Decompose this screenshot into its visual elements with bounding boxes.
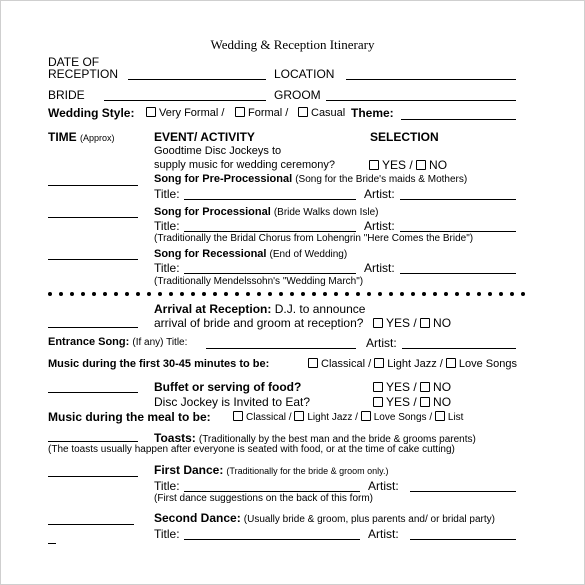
- time-column-header: [48, 130, 115, 144]
- entrance-artist-field[interactable]: [402, 348, 516, 349]
- second-title-field[interactable]: [184, 539, 360, 540]
- rec-title-field[interactable]: [184, 273, 356, 274]
- second-dance-label: Second Dance:: [154, 511, 241, 525]
- second-artist-label: Artist:: [368, 527, 399, 541]
- arrival-rest: D.J. to announce: [274, 302, 366, 316]
- recessional-time-field[interactable]: [48, 259, 138, 260]
- light-jazz-text: Light Jazz /: [387, 358, 443, 370]
- selection-column-header: SELECTION: [370, 130, 439, 144]
- yes-text: YES /: [386, 380, 417, 394]
- pre-artist-field[interactable]: [400, 199, 516, 200]
- music-first-options[interactable]: [308, 358, 517, 370]
- pre-title-label: Title:: [154, 187, 180, 201]
- bride-label: BRIDE: [48, 88, 85, 102]
- formal-option[interactable]: [235, 107, 288, 119]
- entrance-title-field[interactable]: [206, 348, 356, 349]
- love-songs-text: Love Songs /: [373, 412, 433, 423]
- casual-text: Casual: [311, 107, 346, 119]
- second-dance-note: (Usually bride & groom, plus parents and/ or bridal party): [243, 514, 495, 525]
- pre-artist-label: Artist:: [364, 187, 395, 201]
- entrance-row: [48, 336, 187, 348]
- second-artist-field[interactable]: [410, 539, 516, 540]
- love-songs-text: Love Songs: [458, 358, 517, 370]
- pre-processional-note: (Song for the Bride's maids & Mothers): [295, 174, 468, 185]
- processional-note: (Bride Walks down Isle): [273, 207, 379, 218]
- bride-field[interactable]: [104, 100, 266, 101]
- love-songs-checkbox[interactable]: [361, 411, 371, 421]
- pre-processional-label: Song for Pre-Processional: [154, 173, 293, 185]
- second-title-label: Title:: [154, 527, 180, 541]
- first-dance-label: First Dance:: [154, 463, 224, 477]
- very-formal-option[interactable]: [146, 107, 224, 119]
- toasts-detail: (The toasts usually happen after everyone is seated with food, or at the time of cake cutting): [48, 444, 455, 455]
- light-jazz-text: Light Jazz /: [307, 412, 358, 423]
- buffet-yes-no[interactable]: [373, 380, 451, 394]
- date-of-label: DATE OF: [48, 55, 100, 69]
- classical-checkbox[interactable]: [233, 411, 243, 421]
- music-first-label: Music during the first 30-45 minutes to be:: [48, 358, 270, 370]
- yes-text: YES /: [386, 316, 417, 330]
- dj-eat-yes-no[interactable]: [373, 395, 451, 409]
- dj-eat-label: Disc Jockey is Invited to Eat?: [154, 395, 311, 409]
- first-dance-note: (Traditionally for the bride & groom only.): [226, 466, 389, 476]
- arrival-label: Arrival at Reception:: [154, 302, 272, 316]
- no-text: NO: [433, 380, 452, 394]
- processional-label: Song for Processional: [154, 206, 271, 218]
- recessional-note: (End of Wedding): [269, 249, 348, 260]
- casual-option[interactable]: [298, 107, 345, 119]
- recessional-row: [154, 248, 347, 260]
- yes-checkbox[interactable]: [369, 160, 379, 170]
- entrance-label: Entrance Song:: [48, 336, 130, 348]
- no-text: NO: [433, 395, 452, 409]
- yes-checkbox[interactable]: [373, 318, 383, 328]
- processional-row: [154, 206, 378, 218]
- processional-time-field[interactable]: [48, 217, 138, 218]
- buffet-label: Buffet or serving of food?: [154, 380, 302, 394]
- wedding-style-label: Wedding Style:: [48, 106, 135, 120]
- proc-artist-label: Artist:: [364, 219, 395, 233]
- recessional-tradition: (Traditionally Mendelssohn's "Wedding March"): [154, 276, 364, 287]
- date-field[interactable]: [128, 79, 266, 80]
- very-formal-checkbox[interactable]: [146, 107, 156, 117]
- proc-artist-field[interactable]: [400, 231, 516, 232]
- yes-checkbox[interactable]: [373, 382, 383, 392]
- no-text: NO: [429, 158, 448, 172]
- rec-title-label: Title:: [154, 261, 180, 275]
- first-artist-label: Artist:: [368, 479, 399, 493]
- recessional-label: Song for Recessional: [154, 248, 267, 260]
- dj-question-line2: supply music for wedding ceremony?: [154, 159, 335, 171]
- entrance-note: (If any) Title:: [132, 337, 188, 348]
- love-songs-checkbox[interactable]: [446, 358, 456, 368]
- first-title-field[interactable]: [184, 491, 360, 492]
- location-field[interactable]: [346, 79, 516, 80]
- location-label: LOCATION: [274, 67, 335, 81]
- proc-title-field[interactable]: [184, 231, 356, 232]
- very-formal-text: Very Formal /: [159, 107, 225, 119]
- yes-text: YES /: [382, 158, 413, 172]
- proc-title-label: Title:: [154, 219, 180, 233]
- toasts-label: Toasts:: [154, 431, 196, 445]
- second-dance-row: [154, 511, 495, 525]
- form-title: Wedding & Reception Itinerary: [210, 37, 375, 52]
- groom-field[interactable]: [326, 100, 516, 101]
- toasts-row: [154, 431, 476, 445]
- ceremony-yes-no[interactable]: [369, 158, 447, 172]
- second-dance-extra-line: [48, 543, 56, 544]
- time-note: (Approx): [80, 133, 115, 143]
- entrance-artist-label: Artist:: [366, 336, 397, 350]
- arrival-line2: arrival of bride and groom at reception?: [154, 316, 364, 330]
- first-dance-suggestions: (First dance suggestions on the back of this form): [154, 493, 373, 504]
- yes-checkbox[interactable]: [373, 397, 383, 407]
- toasts-note: (Traditionally by the best man and the bride & grooms parents): [198, 434, 476, 445]
- rec-artist-field[interactable]: [400, 273, 516, 274]
- pre-title-field[interactable]: [184, 199, 356, 200]
- light-jazz-checkbox[interactable]: [374, 358, 384, 368]
- processional-tradition: (Traditionally the Bridal Chorus from Lohengrin "Here Comes the Bride"): [154, 233, 474, 244]
- classical-checkbox[interactable]: [308, 358, 318, 368]
- list-text: List: [447, 412, 464, 423]
- dj-question-line1: Goodtime Disc Jockeys to: [154, 145, 282, 157]
- yes-text: YES /: [386, 395, 417, 409]
- arrival-time-field[interactable]: [48, 327, 138, 328]
- formal-checkbox[interactable]: [235, 107, 245, 117]
- section-divider: [48, 290, 534, 296]
- list-checkbox[interactable]: [435, 411, 445, 421]
- music-meal-options[interactable]: [233, 411, 463, 423]
- casual-checkbox[interactable]: [298, 107, 308, 117]
- first-title-label: Title:: [154, 479, 180, 493]
- pre-processional-row: [154, 173, 467, 185]
- formal-text: Formal /: [248, 107, 289, 119]
- buffet-time-field[interactable]: [48, 392, 138, 393]
- groom-label: GROOM: [274, 88, 321, 102]
- no-checkbox[interactable]: [416, 160, 426, 170]
- rec-artist-label: Artist:: [364, 261, 395, 275]
- time-text: TIME: [48, 130, 77, 144]
- no-text: NO: [433, 316, 452, 330]
- arrival-yes-no[interactable]: [373, 316, 451, 330]
- pre-processional-time-field[interactable]: [48, 185, 138, 186]
- no-checkbox[interactable]: [420, 397, 430, 407]
- first-dance-time-field[interactable]: [48, 476, 138, 477]
- light-jazz-checkbox[interactable]: [294, 411, 304, 421]
- no-checkbox[interactable]: [420, 318, 430, 328]
- music-meal-label: Music during the meal to be:: [48, 410, 211, 424]
- classical-text: Classical /: [246, 412, 292, 423]
- reception-label: RECEPTION: [48, 67, 119, 81]
- no-checkbox[interactable]: [420, 382, 430, 392]
- second-dance-time-field[interactable]: [48, 524, 134, 525]
- theme-field[interactable]: [401, 119, 516, 120]
- event-column-header: EVENT/ ACTIVITY: [154, 130, 255, 144]
- theme-label: Theme:: [351, 106, 394, 120]
- arrival-row: [154, 302, 365, 316]
- first-artist-field[interactable]: [410, 491, 516, 492]
- first-dance-row: [154, 463, 389, 477]
- classical-text: Classical /: [321, 358, 372, 370]
- toasts-time-field[interactable]: [48, 441, 138, 442]
